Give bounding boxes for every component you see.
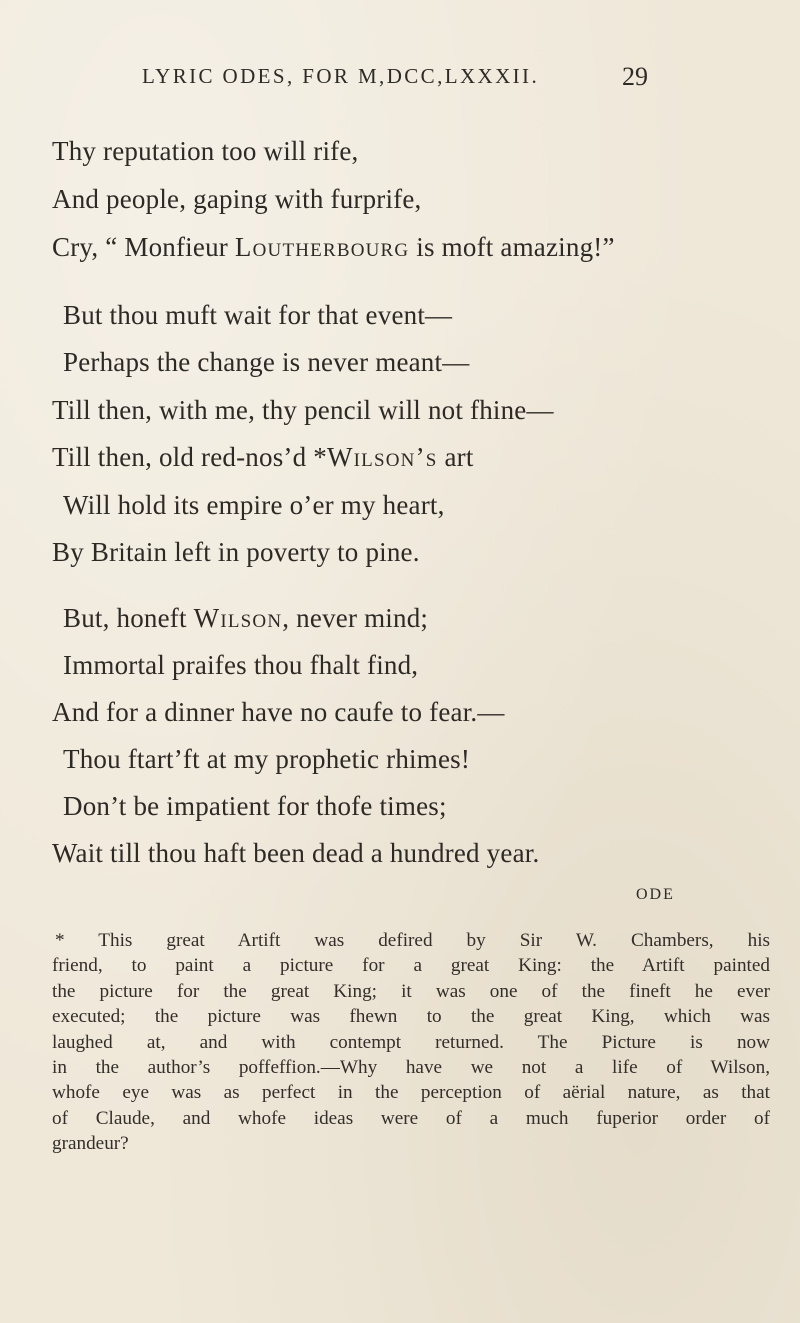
footnote-line: executed; the picture was fhewn to the great King, which was	[52, 1006, 770, 1028]
verse-line: And for a dinner have no caufe to fear.—	[52, 697, 505, 727]
footnote	[52, 928, 770, 1157]
footnote-line: friend, to paint a picture for a great King: the Artift painted	[52, 955, 770, 977]
footnote-line: in the author’s poffeffion.—Why have we not a life of Wilson,	[52, 1057, 770, 1079]
verse-line: Thou ftart’ft at my prophetic rhimes!	[63, 744, 471, 774]
verse-line: Immortal praifes thou fhalt find,	[63, 650, 419, 680]
footnote-line: * This great Artift was defired by Sir W. Chambers, his	[55, 930, 770, 951]
footnote-line: the picture for the great King; it was one of the fineft he ever	[52, 980, 770, 1002]
verse-line: Till then, with me, thy pencil will not fhine—	[52, 395, 554, 425]
verse-line: But thou muft wait for that event—	[63, 300, 453, 330]
footnote-line: of Claude, and whofe ideas were of a much fuperior order of	[52, 1107, 770, 1129]
verse-line: Till then, old red-nos’d *Wilson’s art	[52, 442, 474, 472]
verse-line: By Britain left in poverty to pine.	[52, 537, 420, 567]
page-number: 29	[622, 62, 648, 91]
verse-line: But, honeft Wilson, never mind;	[63, 603, 429, 633]
verse-line: Wait till thou haft been dead a hundred year.	[52, 838, 540, 868]
page-header	[0, 64, 800, 104]
verse-line: Will hold its empire o’er my heart,	[63, 490, 445, 520]
footnote-line: grandeur?	[52, 1133, 129, 1155]
verse-line: Perhaps the change is never meant—	[63, 347, 470, 377]
verse-line: And people, gaping with furprife,	[52, 184, 422, 214]
catchword: ODE	[636, 886, 675, 903]
verse-line: Cry, “ Monfieur Loutherbourg is moft amazing!”	[52, 232, 615, 262]
verse-line: Don’t be impatient for thofe times;	[63, 791, 447, 821]
footnote-line: whofe eye was as perfect in the perception of aërial nature, as that	[52, 1082, 770, 1104]
verse-line: Thy reputation too will rife,	[52, 136, 359, 166]
footnote-line: laughed at, and with contempt returned. The Picture is now	[52, 1031, 770, 1053]
running-head: LYRIC ODES, FOR M,DCC,LXXXII.	[142, 64, 540, 88]
